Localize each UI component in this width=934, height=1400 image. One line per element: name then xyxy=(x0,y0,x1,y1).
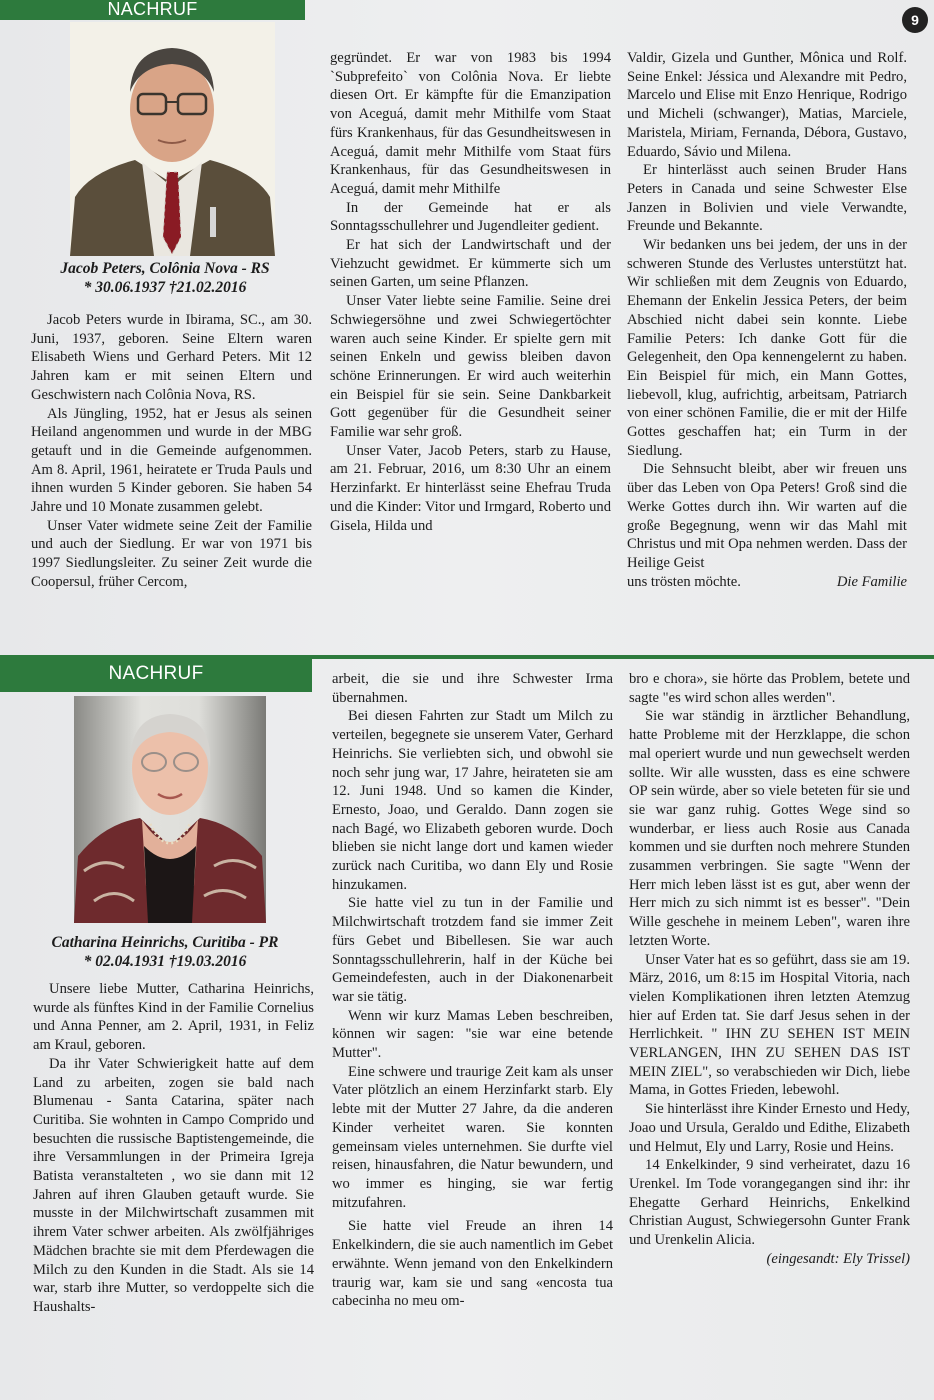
obituary1-column-3 xyxy=(627,49,907,591)
obituary2-column-2 xyxy=(332,670,613,1311)
obituary1-column-2 xyxy=(330,49,611,535)
paragraph: In der Gemeinde hat er als Sonntagsschullehrer und Jugendleiter gedient. xyxy=(330,199,611,235)
birth-death-dates: * 02.04.1931 †19.03.2016 xyxy=(83,953,247,970)
paragraph: Valdir, Gizela und Gunther, Mônica und Rolf. Seine Enkel: Jéssica und Alexandre mit Pedro, Marcelo und Elise mit Enzo Henrique, Rodrigo und Micheli (schwanger), Matias, Marciele, Maristela, Miriam, Fernanda, Débora, Gustavo, Eduardo, Sávio und Milena. xyxy=(627,50,907,160)
birth-death-dates: * 30.06.1937 †21.02.2016 xyxy=(83,279,247,296)
obituary-banner-1: NACHRUF xyxy=(0,0,305,20)
paragraph: Sie hinterlässt ihre Kinder Ernesto und Hedy, Joao und Ursula, Geraldo und Edithe, Elizabeth und Helmut, Ely und Larry, Rosie und Heins. xyxy=(629,1101,910,1155)
paragraph: Unser Vater, Jacob Peters, starb zu Hause, am 21. Februar, 2016, um 8:30 Uhr an einem Herzinfarkt. Er hinterlässt seine Ehefrau Truda und die Kinder: Vitor und Irmgard, Roberto und Gisela, Hilda und xyxy=(330,442,611,534)
paragraph: Sie war ständig in ärztlicher Behandlung, hatte Probleme mit der Herzklappe, die schon mal operiert wurde und nun gewechselt werden sollte. Wir alle wussten, dass es eine schwere OP sein würde, aber so viele beteten für sie und sie war ganz ruhig. Gottes Wege sind so wunderbar, er liess auch Rosie aus Canada kommen und sie durften noch mehrere Stunden zusammen verbringen. Sie sagte "Wenn der Herr mich leben lässt ist es gut, aber wenn der Herr mich zu sich nimmt ist es besser". "Dein Wille geschehe in meinem Leben", waren ihre letzten Worte. xyxy=(629,708,910,949)
page-number: 9 xyxy=(902,7,928,33)
paragraph: Unsere liebe Mutter, Catharina Heinrichs, wurde als fünftes Kind in der Familie Cornelius und Anna Penner, am 2. April, 1931, in Feliz am Kraul, geboren. xyxy=(33,981,314,1054)
paragraph: Die Sehnsucht bleibt, aber wir freuen uns über das Leben von Opa Peters! Groß sind die Werke Gottes durch ihn. Wir warten auf die große Begegnung, wenn wir das Mahl mit Christus und mit Opa nehmen werden. Dass der Heilige Geist xyxy=(627,461,907,571)
portrait-jacob-peters xyxy=(70,22,275,256)
paragraph: Eine schwere und traurige Zeit kam als unser Vater plötzlich an einem Herzinfarkt starb. Ely lebte mit der Mutter 27 Jahre, da die anderen Kinder verheitet waren. Sie konnten gemeinsam vieles unternehmen. Sie durfte viel reisen, hinausfahren, die Natur bewundern, und wo immer es hinging, sie war fertig mitzufahren. xyxy=(332,1063,613,1211)
portrait-catharina-heinrichs xyxy=(74,696,266,923)
paragraph: gegründet. Er war von 1983 bis 1994 `Subprefeito` von Colônia Nova. Er liebte diesen Ort. Er kämpfte für die Emanzipation von Aceguá, damit mehr Mithilfe vom Staat fürs Krankenhaus, für das Gesundheitswesen in Aceguá, damit mehr Mithilfe vom Staat fürs Krankenhaus, für das Gesundheitswesen in Aceguá, damit mehr Mithilfe xyxy=(330,50,611,197)
paragraph: Er hat sich der Landwirtschaft und der Viehzucht gewidmet. Er kümmerte sich um seinen Garten, um seine Pflanzen. xyxy=(330,237,611,291)
signature: (eingesandt: Ely Trissel) xyxy=(766,1250,910,1267)
paragraph: Wenn wir kurz Mamas Leben beschreiben, können wir sagen: "sie war eine betende Mutter". xyxy=(332,1007,613,1062)
paragraph: Jacob Peters wurde in Ibirama, SC., am 30. Juni, 1937, geboren. Seine Eltern waren Elisabeth Wiens und Gerhard Peters. Mit 12 Jahren kam er mit seinen Eltern und Geschwistern nach Colônia Nova, RS. xyxy=(31,312,312,403)
paragraph: Sie hatte viel zu tun in der Familie und Milchwirtschaft trotzdem fand sie immer Zeit fürs Gebet und Bibellesen. Sie war auch Sonntagsschullehrerin, half in der Küche bei Gemeindefesten, auch in der Diakonenarbeit war sie tätig. xyxy=(332,895,613,1005)
paragraph: 14 Enkelkinder, 9 sind verheiratet, dazu 16 Urenkel. Im Tode vorangegangen sind ihr: ihr Ehegatte Gerhard Heinrichs, Enkelkind Christian August, Schwiegersohn Gunter Frank und Urenkelin Alicia. xyxy=(629,1157,910,1249)
obituary2-column-1 xyxy=(33,980,314,1317)
paragraph: Er hinterlässt auch seinen Bruder Hans Peters in Canada und seine Schwester Else Janzen in Bolivien und viele Verwandte, Freunde und Bekannte. xyxy=(627,162,907,235)
paragraph: Unser Vater liebte seine Familie. Seine drei Schwiegersöhne und zwei Schwiegertöchter waren auch seine Kinder. Er spielte gern mit seinen Enkeln und gewiss bleiben davon schöne Erinnerungen. Er wird auch weiterhin ein Beispiel für sie sein. Seine Dankbarkeit Gott gegenüber für die Gesundheit seiner Familie war sehr groß. xyxy=(330,293,611,441)
paragraph: Da ihr Vater Schwierigkeit hatte auf dem Land zu arbeiten, zogen sie bald nach Blumenau - Santa Catarina, später nach Curitiba. Sie wohnten in Campo Comprido und besuchten die russische Baptistengemeinde, die ihre Versammlungen in der Primeira Igreja Batista veranstalteten , wo sie dann mit 12 Jahren auf ihren Glauben getauft wurde. Sie musste in der Milchwirtschaft zusammen mit ihrem Vater schwer arbeiten. Als zwölfjähriges Mädchen brachte sie mit dem Pferdewagen die Milch zu den Kunden in die Stadt. Als sie 14 war, starb ihre Mutter, so verdoppelte sich die Haushalts- xyxy=(33,1055,314,1315)
obituary-caption-2 xyxy=(28,933,302,971)
closing-line xyxy=(627,573,907,592)
section-divider xyxy=(312,655,934,659)
paragraph: Unser Vater hat es so geführt, dass sie am 19. März, 2016, um 8:15 im Hospital Vitoria, nach vielen Komplikationen ihren letzten Atemzug hier auf Erden tat. Sie darf Jesus sehen in der Herrlichkeit. " IHN ZU SEHEN IST MEIN VERLANGEN, IHN ZU SEHEN DAS IST MEIN ZIEL", so verabschieden wir Dich, liebe Mama, in Gottes Frieden, lebewohl. xyxy=(629,951,910,1099)
paragraph: Sie hatte viel Freude an ihren 14 Enkelkindern, die sie auch namentlich im Gebet erwähnte. Wenn jemand von den Enkelkindern traurig war, kam sie und sang «encosta tua cabecinha no meu om- xyxy=(332,1218,613,1310)
paragraph: Unser Vater widmete seine Zeit der Familie und auch der Siedlung. Er war von 1971 bis 1997 Siedlungsleiter. Zu seiner Zeit wurde die Coopersul, früher Cercom, xyxy=(31,517,312,590)
deceased-name-location: Jacob Peters, Colônia Nova - RS xyxy=(60,260,270,277)
paragraph: Als Jüngling, 1952, hat er Jesus als seinen Heiland angenommen und wurde in der MBG getauft und in die Gemeinde aufgenommen. Am 8. April, 1961, heiratete er Truda Pauls und ihnen wurden 5 Kinder geboren. Sie haben 54 Jahre und 10 Monate zusammen gelebt. xyxy=(31,405,312,516)
paragraph: Bei diesen Fahrten zur Stadt um Milch zu verteilen, begegnete sie unserem Vater, Gerhard Heinrichs. Sie verliebten sich, und obwohl sie noch sehr jung war, 17 Jahre, heirateten sie am 12. Juni 1948. Und so kamen die Kinder, Ernesto, Joao, und Geraldo. Dann zogen sie nach Bagé, wo Elizabeth geboren wurde. Doch blieben sie nicht lange dort und kamen wieder zurück nach Curitiba, wo dann Ely und Rosie hinzukamen. xyxy=(332,708,613,893)
obituary2-column-3 xyxy=(629,670,910,1269)
obituary-banner-2: NACHRUF xyxy=(0,655,312,692)
obituary1-column-1 xyxy=(31,311,312,592)
obituary-caption-1 xyxy=(30,259,300,297)
paragraph: arbeit, die sie und ihre Schwester Irma übernahmen. xyxy=(332,671,613,706)
signature: Die Familie xyxy=(836,573,907,590)
deceased-name-location: Catharina Heinrichs, Curitiba - PR xyxy=(51,934,279,951)
paragraph: bro e chora», sie hörte das Problem, betete und sagte "es wird schon alles werden". xyxy=(629,671,910,706)
paragraph: Wir bedanken uns bei jedem, der uns in der schweren Stunde des Verlustes unterstützt hat. Wir schließen mit dem Zeugnis von Eduardo, Ehemann der Enkelin Jessica Peters, der beim Abschied nicht dabei sein konnte. Liebe Familie Peters: Ich danke Gott für die Gelegenheit, den Opa kennengelernt zu haben. Ein Beispiel für mich, ein Mann Gottes, liebevoll, klug, aufrichtig, arbeitsam, Patriarch von einer schönen Familie, die er mit der Hilfe Gottes geschaffen hat; ein Turm in der Siedlung. xyxy=(627,237,907,459)
closing-text: uns trösten möchte. xyxy=(627,573,741,590)
